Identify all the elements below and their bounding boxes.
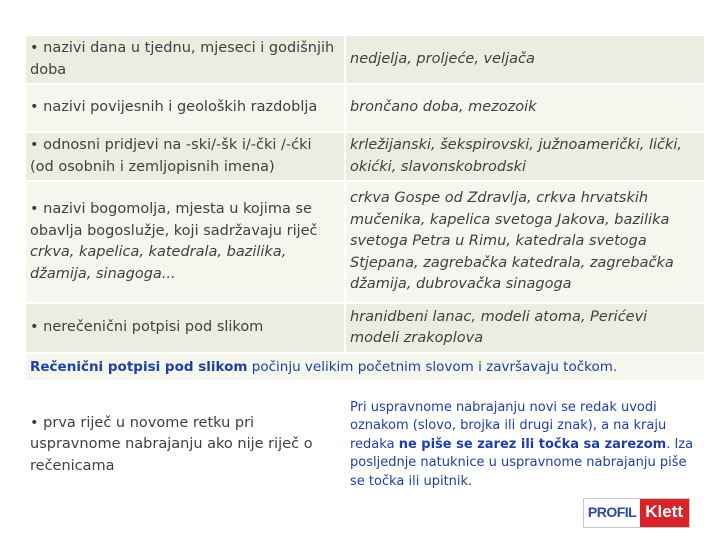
table-row	[25, 353, 705, 381]
note-cell	[25, 353, 705, 381]
rule-cell: • prva riječ u novome retku pri uspravnome nabrajanju ako nije riječ o rečenicama	[25, 381, 345, 509]
table-row	[25, 381, 705, 509]
rule-cell: • nazivi dana u tjednu, mjeseci i godišnjih doba	[25, 35, 345, 84]
profil-klett-logo	[583, 498, 690, 528]
example-cell: krležijanski, šekspirovski, južnoamerički, lički, okićki, slavonskobrodski	[345, 132, 705, 181]
example-cell: hranidbeni lanac, modeli atoma, Perićevi modeli zrakoplova	[345, 303, 705, 353]
logo-klett: Klett	[640, 499, 689, 527]
note-text: počinju velikim početnim slovom i završavaju točkom.	[247, 359, 618, 375]
example-cell: nedjelja, proljeće, veljača	[345, 35, 705, 84]
table-row	[25, 35, 705, 84]
table-row	[25, 181, 705, 303]
table-row	[25, 84, 705, 132]
rule-cell: • nazivi povijesnih i geoloških razdoblja	[25, 84, 345, 132]
rules-table	[24, 34, 706, 510]
explanation-cell	[345, 381, 705, 509]
note-bold: Rečenični potpisi pod slikom	[30, 359, 248, 375]
rule-cell: • nerečenični potpisi pod slikom	[25, 303, 345, 353]
table-row	[25, 132, 705, 181]
logo-profil: PROFIL	[584, 499, 640, 527]
explanation-bold: ne piše se zarez ili točka sa zarezom	[398, 436, 667, 452]
example-cell: brončano doba, mezozoik	[345, 84, 705, 132]
rule-examples: crkva, kapelica, katedrala, bazilika, džamija, sinagoga...	[30, 244, 287, 282]
explanation-text: Pri uspravnome nabrajanju novi se redak uvodi oznakom (slovo, brojka ili drugi znak), a na kraju redaka	[350, 399, 667, 452]
rule-text: • nazivi bogomolja, mjesta u kojima se obavlja bogoslužje, koji sadržavaju riječ	[30, 201, 318, 239]
explanation-text-end: . Iza posljednje natuknice u uspravnome nabrajanju piše se točka ili upitnik.	[350, 436, 694, 489]
rule-cell	[25, 181, 345, 303]
table-row	[25, 303, 705, 353]
rule-cell: • odnosni pridjevi na -ski/-šk i/-čki /-ćki (od osobnih i zemljopisnih imena)	[25, 132, 345, 181]
example-cell: crkva Gospe od Zdravlja, crkva hrvatskih mučenika, kapelica svetoga Jakova, bazilika svetoga Petra u Rimu, katedrala svetoga Stjepana, zagrebačka katedrala, zagrebačka džamija, dubrovačka sinagoga	[345, 181, 705, 303]
